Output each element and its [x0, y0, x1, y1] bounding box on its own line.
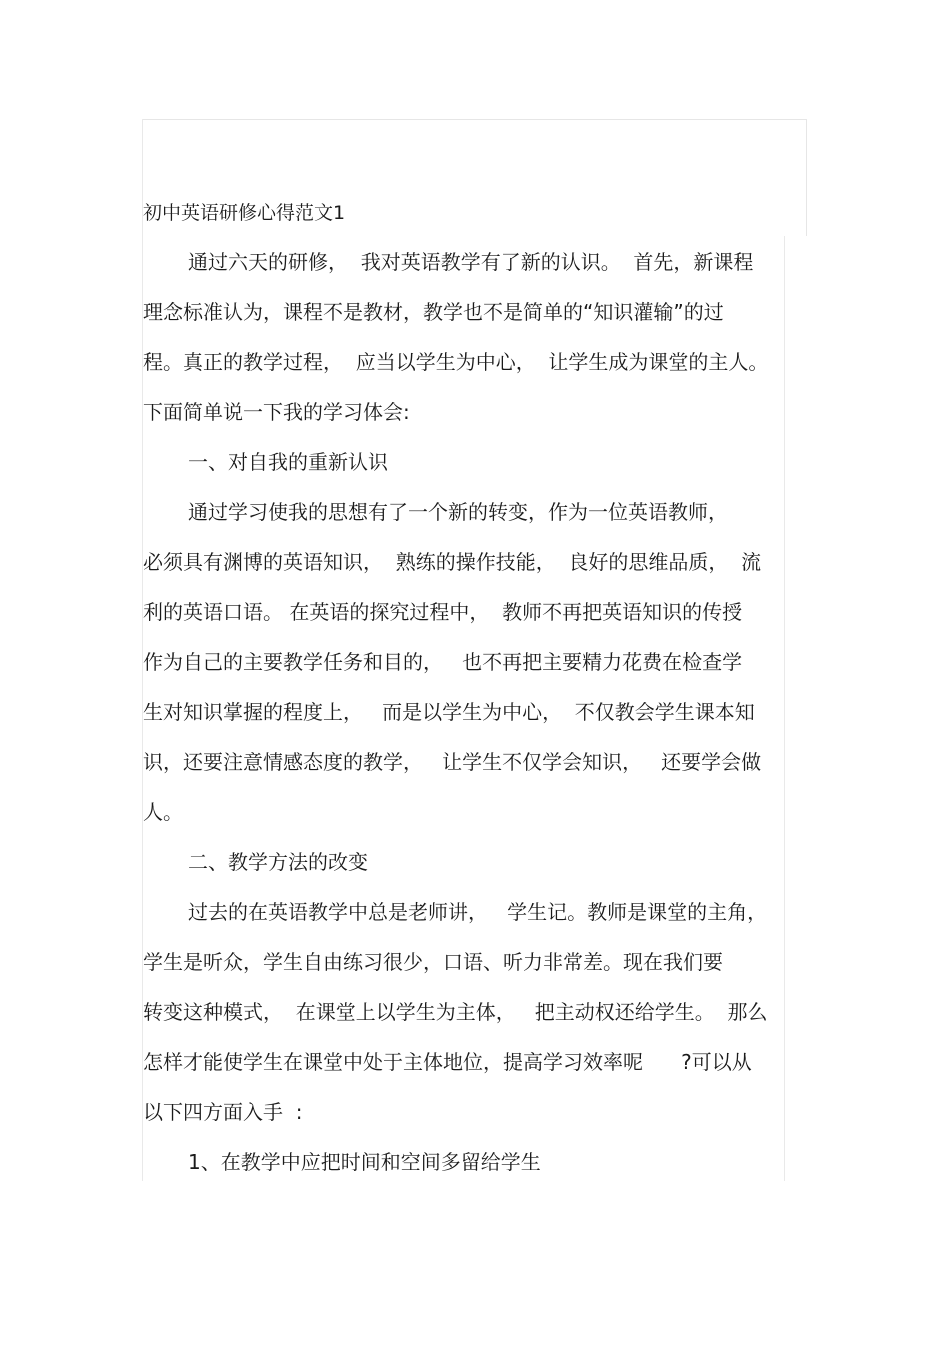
section-heading: 一、对自我的重新认识 — [188, 450, 388, 474]
page-frame-right-edge — [784, 236, 785, 1181]
list-item-heading: 1、在教学中应把时间和空间多留给学生 — [188, 1150, 541, 1174]
paragraph-line: 通过学习使我的思想有了一个新的转变，作为一位英语教师， — [188, 500, 728, 524]
paragraph-line: 转变这种模式， 在课堂上以学生为主体， 把主动权还给学生。 那么 — [143, 1000, 768, 1024]
paragraph-line: 识，还要注意情感态度的教学， 让学生不仅学会知识， 还要学会做 — [143, 750, 762, 774]
section-heading: 二、教学方法的改变 — [188, 850, 368, 874]
paragraph-line: 理念标准认为，课程不是教材，教学也不是简单的“知识灌输”的过 — [143, 300, 724, 324]
paragraph-line: 生对知识掌握的程度上， 而是以学生为中心， 不仅教会学生课本知 — [143, 700, 755, 724]
paragraph-line: 利的英语口语。 在英语的探究过程中， 教师不再把英语知识的传授 — [143, 600, 743, 624]
paragraph-line: 学生是听众，学生自由练习很少，口语、听力非常差。现在我们要 — [143, 950, 723, 974]
paragraph-line: 人。 — [143, 800, 183, 824]
paragraph-line: 程。真正的教学过程， 应当以学生为中心， 让学生成为课堂的主人。 — [143, 350, 769, 374]
document-title: 初中英语研修心得范文1 — [143, 202, 346, 224]
paragraph-line: 以下四方面入手 : — [143, 1100, 303, 1124]
paragraph-line: 通过六天的研修， 我对英语教学有了新的认识。 首先，新课程 — [188, 250, 754, 274]
paragraph-line: 过去的在英语教学中总是老师讲， 学生记。教师是课堂的主角， — [188, 900, 768, 924]
paragraph-line: 怎样才能使学生在课堂中处于主体地位，提高学习效率呢 ?可以从 — [143, 1050, 752, 1074]
paragraph-line: 下面简单说一下我的学习体会: — [143, 400, 410, 424]
paragraph-line: 必须具有渊博的英语知识， 熟练的操作技能， 良好的思维品质， 流 — [143, 550, 762, 574]
paragraph-line: 作为自己的主要教学任务和目的， 也不再把主要精力花费在检查学 — [143, 650, 743, 674]
